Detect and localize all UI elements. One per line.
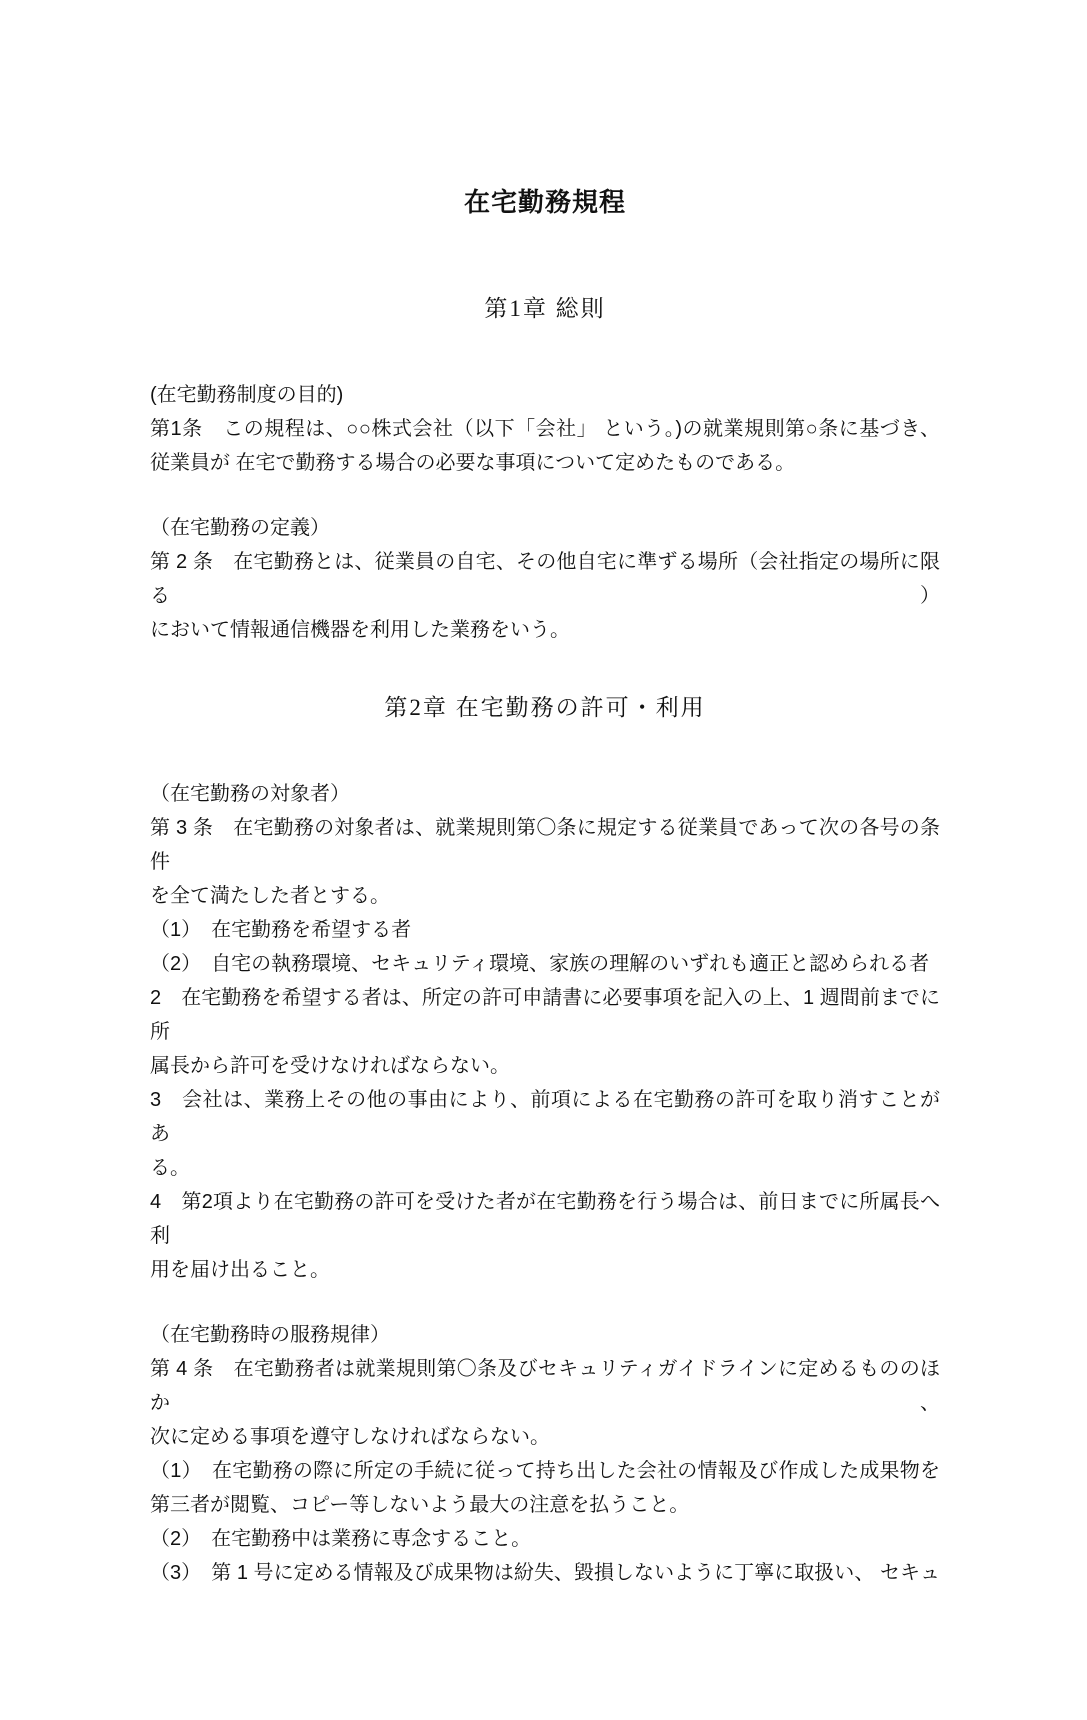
text-line: 4 第2項より在宅勤務の許可を受けた者が在宅勤務を行う場合は、前日までに所属長へ利 <box>150 1191 940 1247</box>
chapter-1-heading: 第1章 総則 <box>484 296 606 321</box>
text-line: （1） 在宅勤務の際に所定の手続に従って持ち出した会社の情報及び作成した成果物を <box>150 1460 940 1482</box>
text-line: 第三者が閲覧、コピー等しないよう最大の注意を払うこと。 <box>150 1494 690 1516</box>
article-label: （在宅勤務時の服務規律） <box>150 1324 390 1346</box>
text-line: 第1条 この規程は、○○株式会社（以下「会社」 という。)の就業規則第○条に基づき、 <box>150 418 940 440</box>
text-line: （1） 在宅勤務を希望する者 <box>150 919 412 941</box>
text-line: において情報通信機器を利用した業務をいう。 <box>150 619 570 641</box>
chapter-2-articles <box>150 777 940 1590</box>
chapter-1-articles <box>150 378 940 647</box>
document-content <box>0 184 1087 1590</box>
text-line: 用を届け出ること。 <box>150 1259 330 1281</box>
chapter-2-heading: 第2章 在宅勤務の許可・利用 <box>384 695 706 720</box>
document-title: 在宅勤務規程 <box>463 187 626 217</box>
text-line: 第 2 条 在宅勤務とは、従業員の自宅、その他自宅に準ずる場所（会社指定の場所に限る） <box>150 551 940 607</box>
text-line: （2） 自宅の執務環境、セキュリティ環境、家族の理解のいずれも適正と認められる者 <box>150 953 930 975</box>
text-line: 次に定める事項を遵守しなければならない。 <box>150 1426 550 1448</box>
article-label: （在宅勤務の対象者） <box>150 783 350 805</box>
text-line: 3 会社は、業務上その他の事由により、前項による在宅勤務の許可を取り消すことがあ <box>150 1089 940 1145</box>
text-line: 第 3 条 在宅勤務の対象者は、就業規則第〇条に規定する従業員であって次の各号の条件 <box>150 817 940 873</box>
text-line: （2） 在宅勤務中は業務に専念すること。 <box>150 1528 532 1550</box>
text-line: 第 4 条 在宅勤務者は就業規則第〇条及びセキュリティガイドラインに定めるもののほか、 <box>150 1358 940 1414</box>
article <box>150 511 940 647</box>
text-line: 属長から許可を受けなければならない。 <box>150 1055 510 1077</box>
article-label: （在宅勤務の定義） <box>150 517 330 539</box>
text-line: 2 在宅勤務を希望する者は、所定の許可申請書に必要事項を記入の上、1 週間前までに所 <box>150 987 940 1043</box>
article <box>150 777 940 1287</box>
document-page <box>0 184 1087 1720</box>
text-line: を全て満たした者とする。 <box>150 885 390 907</box>
article <box>150 378 940 480</box>
text-line: 従業員が 在宅で勤務する場合の必要な事項について定めたものである。 <box>150 452 796 474</box>
article-label: (在宅勤務制度の目的) <box>150 384 344 406</box>
text-line: る。 <box>150 1157 190 1179</box>
text-line: （3） 第 1 号に定める情報及び成果物は紛失、毀損しないように丁寧に取扱い、 セキュ <box>150 1562 940 1584</box>
article <box>150 1318 940 1590</box>
